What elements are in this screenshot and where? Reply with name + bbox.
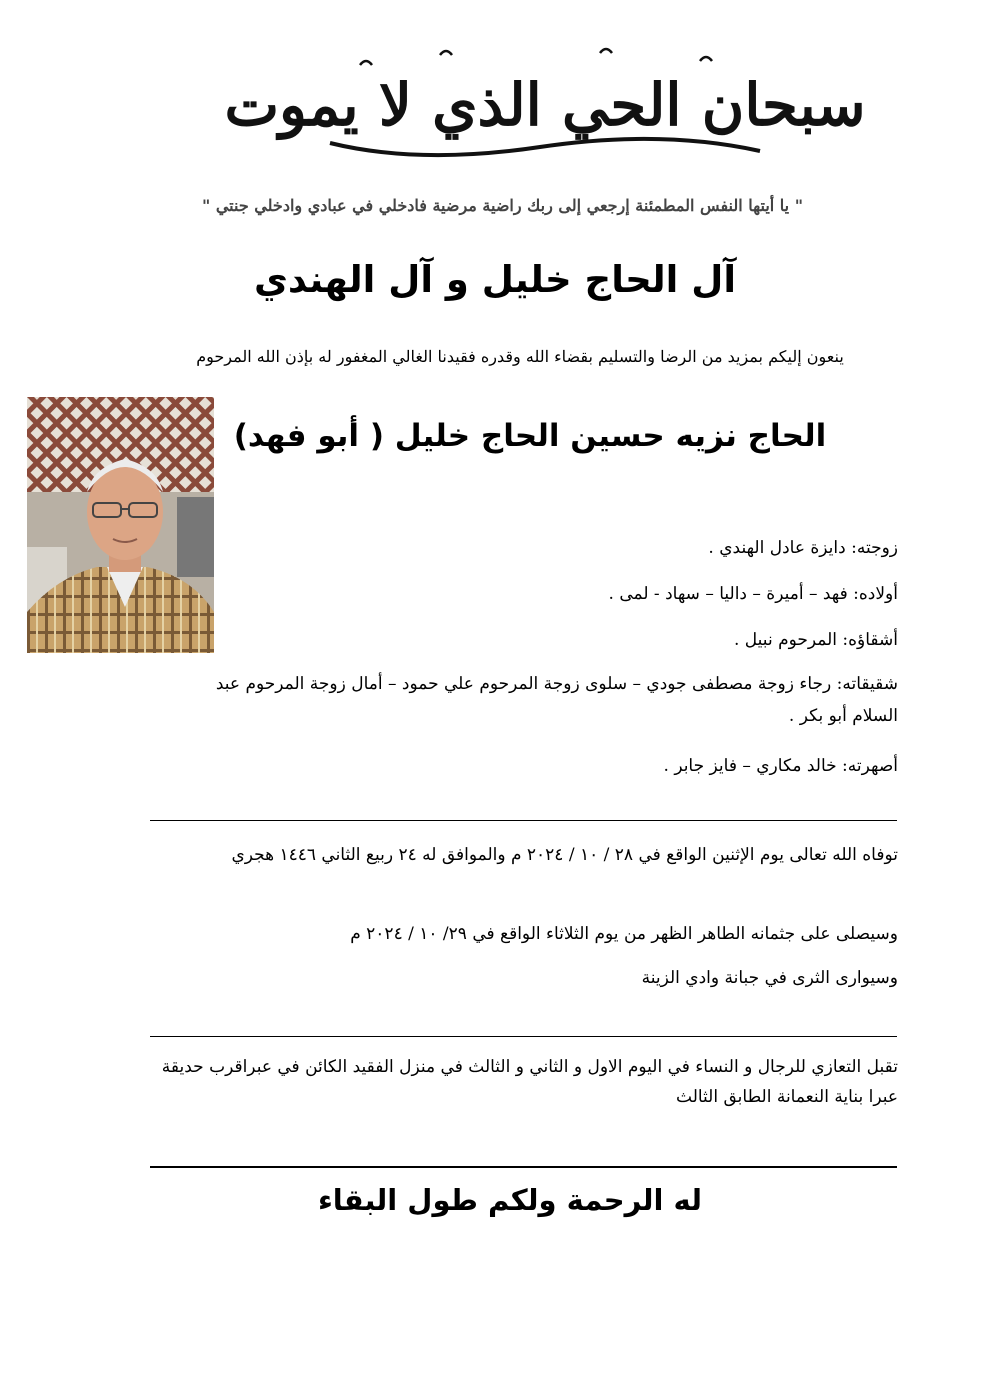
condolences-info: تقبل التعازي للرجال و النساء في اليوم الاول و الثاني و الثالث في منزل الفقيد الكائن في عبراقرب حديقة عبرا بناية النعمانة الطابق الثالث bbox=[161, 1057, 898, 1107]
divider-bold bbox=[150, 1166, 897, 1168]
intro-text: ينعون إليكم بمزيد من الرضا والتسليم بقضاء الله وقدره فقيدنا الغالي المغفور له بإذن الله المرحوم bbox=[196, 347, 844, 366]
deceased-name: الحاج نزيه حسين الحاج خليل ( أبو فهد) bbox=[233, 418, 827, 454]
death-date-info: توفاه الله تعالى يوم الإثنين الواقع في ٢٨ / ١٠ / ٢٠٢٤ م والموافق له ٢٤ ربيع الثاني ١٤٤٦ هجري bbox=[231, 845, 898, 865]
svg-text:سبحان الحي الذي لا يموت: سبحان الحي الذي لا يموت bbox=[224, 71, 866, 139]
calligraphy-header bbox=[224, 25, 866, 175]
closing-phrase: له الرحمة ولكم طول البقاء bbox=[317, 1183, 703, 1217]
relatives-inlaws: أصهرته: خالد مكاري – فايز جابر . bbox=[663, 756, 898, 776]
divider bbox=[150, 1036, 897, 1037]
portrait-photo-icon bbox=[27, 397, 214, 653]
burial-info: وسيوارى الثرى في جبانة وادي الزينة bbox=[641, 968, 898, 988]
divider bbox=[150, 820, 897, 821]
family-title: آل الحاج خليل و آل الهندي bbox=[253, 258, 737, 301]
relatives-brothers: أشقاؤه: المرحوم نبيل . bbox=[734, 630, 898, 650]
relatives-sisters: شقيقاته: رجاء زوجة مصطفى جودي – سلوى زوجة المرحوم علي حمود – أمال زوجة المرحوم عبد السلام أبو بكر . bbox=[215, 674, 898, 726]
funeral-prayer-info: وسيصلى على جثمانه الطاهر الظهر من يوم الثلاثاء الواقع في ٢٩/ ١٠ / ٢٠٢٤ م bbox=[350, 924, 898, 944]
relatives-wife: زوجته: دايزة عادل الهندي . bbox=[708, 538, 898, 558]
quran-verse: " يا أيتها النفس المطمئنة إرجعي إلى ربك راضية مرضية فادخلي في عبادي وادخلي جنتي " bbox=[201, 196, 804, 215]
deceased-photo bbox=[27, 397, 214, 653]
relatives-children: أولاده: فهد – أميرة – داليا – سهاد - لمى . bbox=[608, 584, 898, 604]
